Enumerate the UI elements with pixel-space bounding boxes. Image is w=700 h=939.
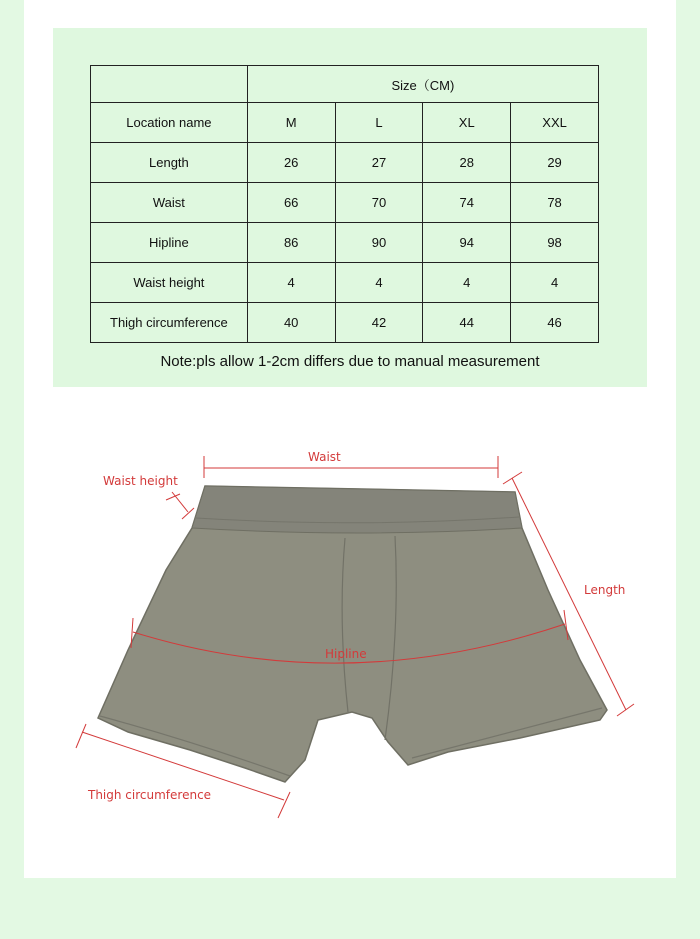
table-cell: 66 — [247, 183, 335, 223]
row-label-waist: Waist — [91, 183, 248, 223]
table-cell: 78 — [511, 183, 599, 223]
table-cell: 74 — [423, 183, 511, 223]
table-cell: 4 — [335, 263, 423, 303]
size-xxl-header: XXL — [511, 103, 599, 143]
table-cell: 44 — [423, 303, 511, 343]
size-l-header: L — [335, 103, 423, 143]
table-row — [91, 303, 599, 343]
waist-label: Waist — [308, 450, 341, 464]
table-cell: 90 — [335, 223, 423, 263]
table-cell: 4 — [247, 263, 335, 303]
row-label-length: Length — [91, 143, 248, 183]
table-header-row — [91, 66, 599, 103]
table-row — [91, 223, 599, 263]
table-cell: 28 — [423, 143, 511, 183]
table-cell: 94 — [423, 223, 511, 263]
measurement-diagram — [0, 420, 700, 860]
table-cell: 98 — [511, 223, 599, 263]
table-cell: 46 — [511, 303, 599, 343]
size-xl-header: XL — [423, 103, 511, 143]
row-label-thigh: Thigh circumference — [91, 303, 248, 343]
table-cell: 40 — [247, 303, 335, 343]
boxer-waistband — [192, 486, 522, 533]
table-cell: 70 — [335, 183, 423, 223]
size-header-cell: Size（CM) — [247, 66, 598, 103]
table-cell: 86 — [247, 223, 335, 263]
table-row — [91, 143, 599, 183]
length-label: Length — [584, 583, 626, 597]
size-label-row — [91, 103, 599, 143]
row-label-hipline: Hipline — [91, 223, 248, 263]
table-cell: 29 — [511, 143, 599, 183]
hipline-label: Hipline — [325, 647, 367, 661]
thigh-label: Thigh circumference — [88, 788, 212, 802]
location-name-header: Location name — [91, 103, 248, 143]
size-m-header: M — [247, 103, 335, 143]
table-row — [91, 263, 599, 303]
row-label-waist-height: Waist height — [91, 263, 248, 303]
size-table — [90, 65, 599, 343]
table-cell: 42 — [335, 303, 423, 343]
table-cell: 4 — [423, 263, 511, 303]
table-row — [91, 183, 599, 223]
measurement-note: Note:pls allow 1-2cm differs due to manual measurement — [160, 353, 540, 370]
table-cell: 26 — [247, 143, 335, 183]
table-cell: 4 — [511, 263, 599, 303]
table-cell: 27 — [335, 143, 423, 183]
size-chart-panel — [53, 28, 647, 387]
waist-height-label: Waist height — [103, 474, 178, 488]
table-corner-cell — [91, 66, 248, 103]
